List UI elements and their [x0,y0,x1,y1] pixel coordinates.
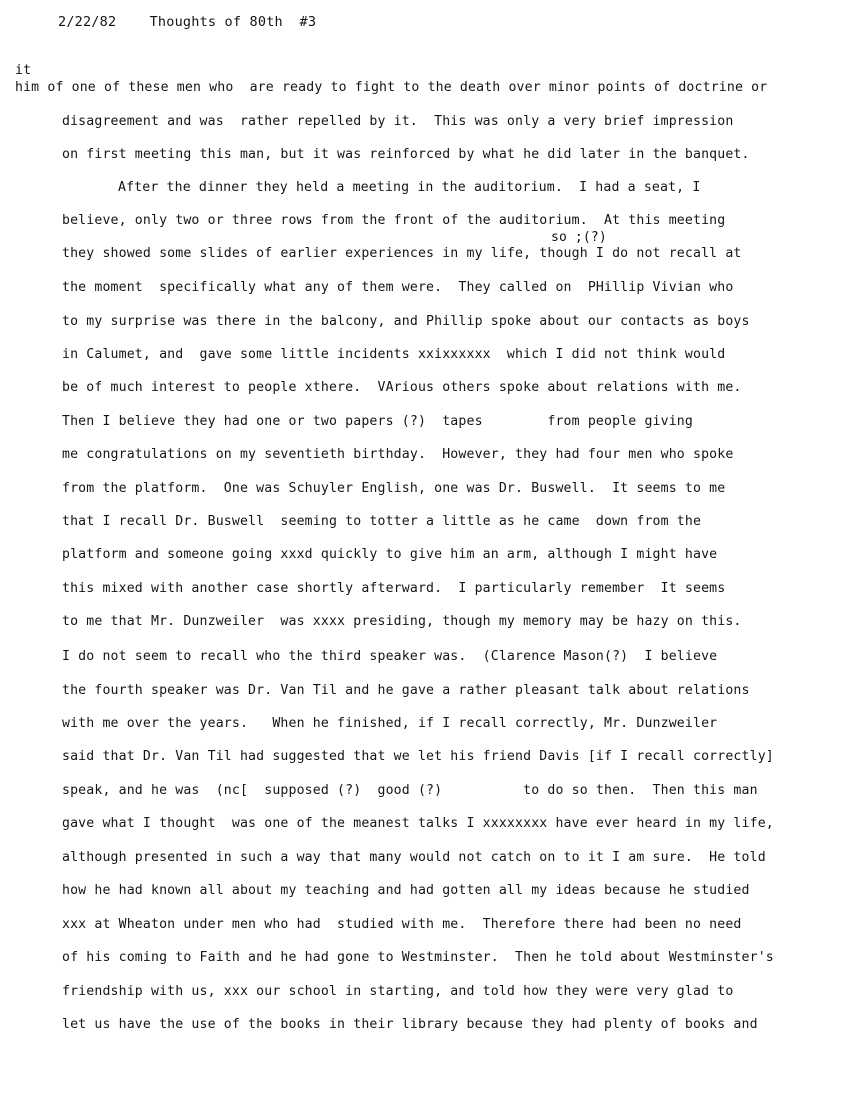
text-line-16: this mixed with another case shortly afterward. I particularly remember It seems [62,581,726,596]
text-line-5: believe, only two or three rows from the front of the auditorium. At this meeting [62,213,726,228]
text-line-10: be of much interest to people xthere. VArious others spoke about relations with me. [62,380,742,395]
text-line-25: how he had known all about my teaching and had gotten all my ideas because he studied [62,883,750,898]
text-line-6: they showed some slides of earlier experiences in my life, though I do not recall at [62,246,742,261]
text-line-11: Then I believe they had one or two papers (?) tapes from people giving [62,414,693,429]
text-line-13: from the platform. One was Schuyler English, one was Dr. Buswell. It seems to me [62,481,726,496]
text-line-22: speak, and he was (nc[ supposed (?) good (?) to do so then. Then this man [62,783,758,798]
text-line-19: the fourth speaker was Dr. Van Til and he gave a rather pleasant talk about relations [62,683,750,698]
text-line-9: in Calumet, and gave some little incidents xxixxxxxx which I did not think would [62,347,726,362]
text-line-20: with me over the years. When he finished, if I recall correctly, Mr. Dunzweiler [62,716,718,731]
caret-insertion: so ;(?) [551,230,607,245]
text-line-7: the moment specifically what any of them were. They called on PHillip Vivian who [62,280,734,295]
text-line-12: me congratulations on my seventieth birthday. However, they had four men who spoke [62,447,734,462]
header-title: Thoughts of 80th [149,14,283,30]
text-line-21: said that Dr. Van Til had suggested that we let his friend Davis [if I recall correctly] [62,749,774,764]
text-line-1: him of one of these men who are ready to fight to the death over minor points of doctrine or [15,80,768,95]
text-line-28: friendship with us, xxx our school in starting, and told how they were very glad to [62,984,734,999]
text-line-23: gave what I thought was one of the meanest talks I xxxxxxxx have ever heard in my life, [62,816,774,831]
text-line-2: disagreement and was rather repelled by it. This was only a very brief impression [62,114,734,129]
text-line-14: that I recall Dr. Buswell seeming to totter a little as he came down from the [62,514,702,529]
text-line-29: let us have the use of the books in their library because they had plenty of books and [62,1017,758,1032]
text-line-8: to my surprise was there in the balcony, and Phillip spoke about our contacts as boys [62,314,750,329]
header-number: #3 [299,14,317,30]
text-line-3: on first meeting this man, but it was reinforced by what he did later in the banquet. [62,147,750,162]
text-line-18: I do not seem to recall who the third speaker was. (Clarence Mason(?) I believe [62,649,718,664]
inserted-word: it [15,63,32,78]
text-line-4: After the dinner they held a meeting in the auditorium. I had a seat, I [118,180,701,195]
text-line-15: platform and someone going xxxd quickly to give him an arm, although I might have [62,547,718,562]
text-line-24: although presented in such a way that many would not catch on to it I am sure. He told [62,850,766,865]
text-line-27: of his coming to Faith and he had gone to Westminster. Then he told about Westminster's [62,950,774,965]
text-line-26: xxx at Wheaton under men who had studied with me. Therefore there had been no need [62,917,742,932]
header-date: 2/22/82 [58,14,117,30]
text-line-17: to me that Mr. Dunzweiler was xxxx presiding, though my memory may be hazy on this. [62,614,742,629]
page-header [58,14,316,30]
